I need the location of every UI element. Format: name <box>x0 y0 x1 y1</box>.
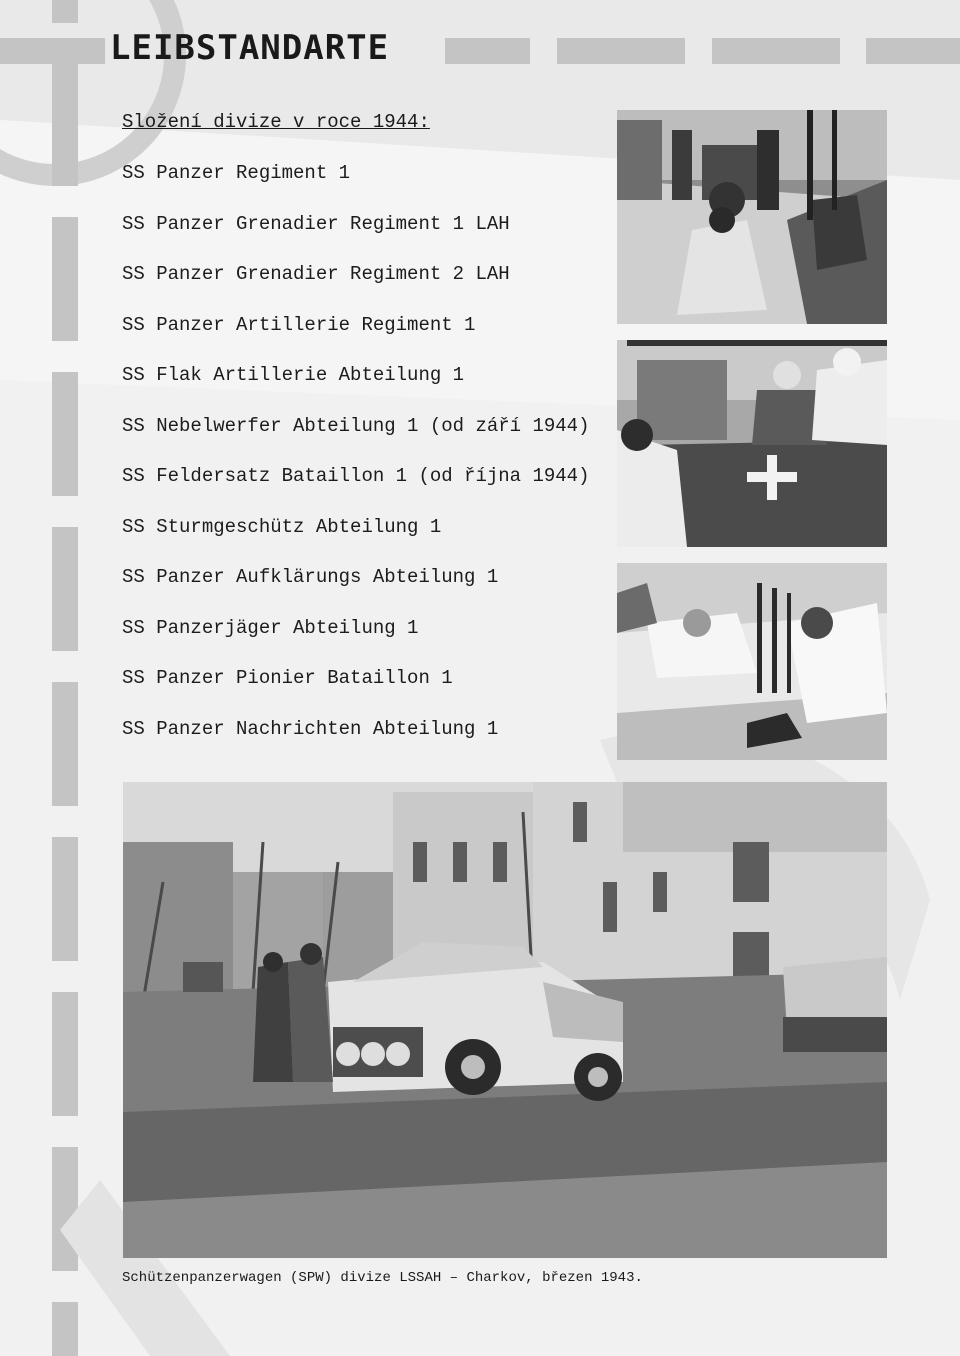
unit-item: SS Panzer Aufklärungs Abteilung 1 <box>122 566 499 588</box>
unit-item: SS Panzer Artillerie Regiment 1 <box>122 313 476 336</box>
photo-soldiers-snow <box>617 563 887 760</box>
photo-caption: Schützenpanzerwagen (SPW) divize LSSAH – Charkov, březen 1943. <box>122 1270 643 1286</box>
unit-list <box>122 160 589 766</box>
unit-item: SS Nebelwerfer Abteilung 1 (od září 1944) <box>122 414 590 437</box>
unit-item: SS Panzer Regiment 1 <box>122 162 351 184</box>
unit-item: SS Panzer Grenadier Regiment 1 LAH <box>122 212 510 235</box>
photo-officers-vehicle <box>617 340 887 547</box>
unit-item: SS Panzer Pionier Bataillon 1 <box>122 667 453 689</box>
unit-item: SS Sturmgeschütz Abteilung 1 <box>122 515 442 538</box>
photo-soldiers-trench <box>617 110 887 324</box>
unit-item: SS Panzer Grenadier Regiment 2 LAH <box>122 263 510 285</box>
unit-item: SS Feldersatz Bataillon 1 (od října 1944) <box>122 465 590 487</box>
page-title: LEIBSTANDARTE <box>110 28 390 68</box>
division-composition-heading: Složení divize v roce 1944: <box>122 111 430 133</box>
unit-item: SS Panzer Nachrichten Abteilung 1 <box>122 717 499 740</box>
photo-halftrack-kharkov <box>123 782 887 1258</box>
unit-item: SS Panzerjäger Abteilung 1 <box>122 616 419 639</box>
unit-item: SS Flak Artillerie Abteilung 1 <box>122 364 465 386</box>
